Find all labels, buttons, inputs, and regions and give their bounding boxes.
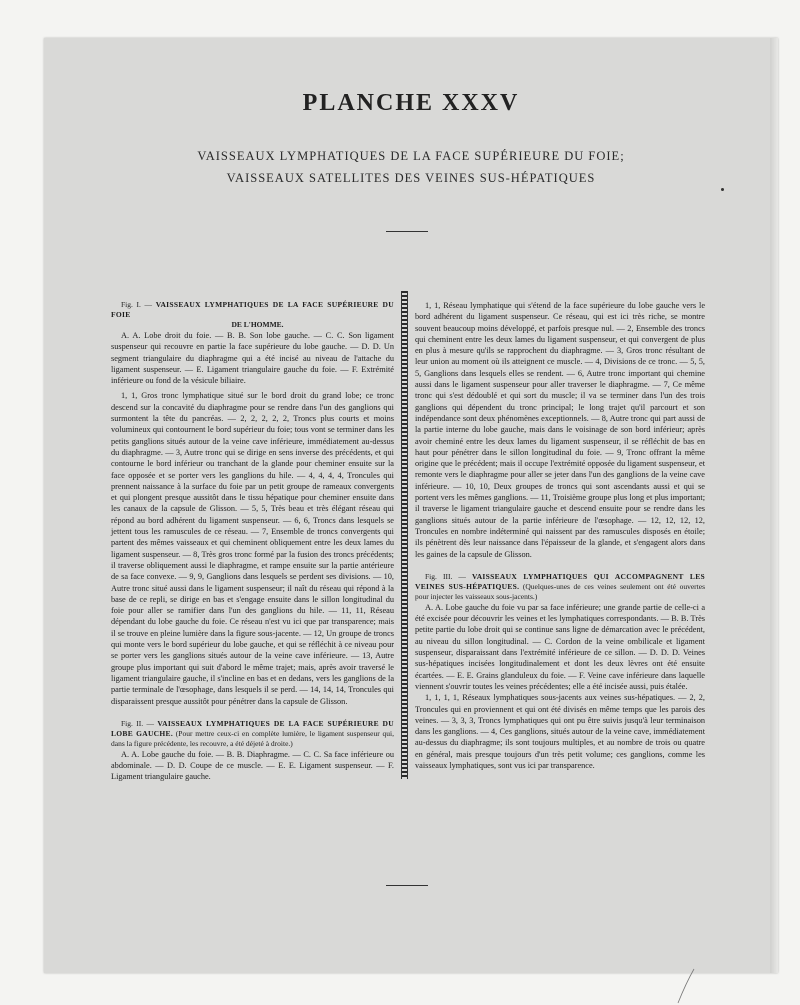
fig1-heading bbox=[111, 300, 394, 330]
fig3-legend-letters: A. A. Lobe gauche du foie vu par sa face inférieure; une grande partie de celle-ci a été excisée pour découvrir les veines et les lymphatiques correspondants. — B. B. Très petite partie du lobe droit qui se continue sans ligne de démarcation avec le précédent, au niveau du sillon longitudinal. — C. Cordon de la veine ombilicale et ligament suspenseur, disparaissant dans l'extrémité inférieure de ce sillon. — D. D. D. Veines sus-hépatiques incisées longitudinalement et dont les deux lèvres ont été ensuite écartées. — E. E. Grains glanduleux du foie. — F. Veine cave inférieure dans laquelle viennent s'ouvrir toutes les veines précédentes; elle a été incisée aussi, puis étalée. bbox=[415, 602, 705, 691]
plate-subtitle-1: VAISSEAUX LYMPHATIQUES DE LA FACE SUPÉRIEURE DU FOIE; bbox=[197, 149, 625, 163]
left-column bbox=[111, 300, 394, 783]
pencil-mark bbox=[672, 965, 702, 1005]
fig1-title-2: DE L'HOMME. bbox=[231, 320, 284, 329]
fig3-heading bbox=[415, 572, 705, 602]
fig3-label: Fig. III. — bbox=[425, 571, 472, 581]
bottom-rule bbox=[386, 885, 428, 886]
fig2-heading bbox=[111, 719, 394, 749]
top-rule bbox=[386, 231, 428, 232]
fig2-title: VAISSEAUX LYMPHATIQUES DE LA FACE SUPÉRIEURE DU LOBE GAUCHE. bbox=[111, 718, 394, 738]
plate-title: PLANCHE XXXV bbox=[302, 90, 520, 116]
fig3-note: (Quelques-unes de ces veines seulement ont été ouvertes pour injecter les vaisseaux sous-jacents.) bbox=[415, 581, 705, 601]
fig1-legend-letters: A. A. Lobe droit du foie. — B. B. Son lobe gauche. — C. C. Son ligament suspenseur qui recouvre en partie la face supérieure du lobe gauche. — D. D. Un segment triangulaire du diaphragme qui a été incisé au niveau de l'attache du ligament suspenseur. — E. Ligament triangulaire gauche du foie. — F. Extrémité inférieure ou fond de la vésicule biliaire. bbox=[111, 331, 394, 386]
fig1-label: Fig. I. — bbox=[121, 300, 156, 309]
right-column bbox=[415, 300, 705, 771]
ink-dot bbox=[721, 188, 724, 191]
fig2-label: Fig. II. — bbox=[121, 718, 158, 728]
plate-subtitle-2: VAISSEAUX SATELLITES DES VEINES SUS-HÉPATIQUES bbox=[226, 171, 596, 185]
fig2-note: (Pour mettre ceux-ci en complète lumière, le ligament suspenseur qui, dans la figure précédente, les recouvre, a été déjeté à droite.) bbox=[111, 728, 394, 748]
column-divider bbox=[401, 291, 408, 779]
fig3-title: VAISSEAUX LYMPHATIQUES QUI ACCOMPAGNENT LES VEINES SUS-HÉPATIQUES. bbox=[415, 571, 705, 591]
fig1-title: VAISSEAUX LYMPHATIQUES DE LA FACE SUPÉRIEURE DU FOIE bbox=[111, 300, 394, 319]
plate-sheet bbox=[44, 38, 778, 973]
fig1-legend-numbers: 1, 1, Gros tronc lymphatique situé sur le bord droit du grand lobe; ce tronc descend sur la concavité du diaphragme pour se rendre dans l'un des ganglions qui surmontent la tête du pancréas. — 2, 2, 2, 2, 2, Troncs plus courts et moins volumineux qui contournent le bord supérieur du foie; tous vont se terminer dans les petits ganglions situés autour de la veine cave inférieure, immédiatement au-dessus du diaphragme. — 3, Autre tronc qui se dirige en sens inverse des précédents, et qui contourne le bord inférieur ou tranchant de la glande pour cheminer ensuite sur la face opposée et se porter vers les ganglions du hile. — 4, 4, 4, 4, Troncules qui prennent naissance à la surface du foie par un petit groupe de rameaux convergents et qui plongent presque aussitôt dans le tissu hépatique pour cheminer ensuite dans les canaux de la capsule de Glisson. — 5, 5, Très beau et très élégant réseau qui répond au bord adhérent du ligament suspenseur. — 6, 6, Troncs dans lesquels se jettent tous les ramuscules de ce réseau. — 7, Ensemble de troncs convergents qui partent des mêmes vaisseaux et qui cheminent obliquement entre les deux lames du ligament suspenseur. — 8, Très gros tronc formé par la fusion des troncs précédents; il traverse obliquement aussi le diaphragme, et rampe ensuite sur la partie antérieure de sa face convexe. — 9, 9, Ganglions dans lesquels se perdent ses divisions. — 10, Autre tronc situé aussi dans le ligament suspenseur; il naît du réseau qui répond à la base de ce repli, se dirige en bas et s'engage ensuite dans le sillon longitudinal du foie pour aller se ramifier dans l'un des ganglions du hile. — 11, 11, Réseau dépendant du lobe gauche du foie. Ce réseau n'est vu ici que par transparence; mais il se trouve en pleine lumière dans la figure sous-jacente. — 12, Un groupe de troncs qui monte vers le bord supérieur du lobe gauche, et qui se réfléchit à ce niveau pour se porter vers les ganglions situés autour de la veine cave inférieure. — 13, Autre groupe plus important qui suit d'abord le même trajet; mais, après avoir traversé le ligament triangulaire gauche, il s'incline en bas et en dedans, vers les ganglions de la partie terminale de l'œsophage, dans lesquels il se perd. — 14, 14, 14, Troncules qui disparaissent presque aussitôt pour pénétrer dans la capsule de Glisson. bbox=[111, 391, 394, 706]
fig3-legend-numbers: 1, 1, 1, 1, Réseaux lymphatiques sous-jacents aux veines sus-hépatiques. — 2, 2, Troncules qui en proviennent et qui ont été divisés en même temps que les parois des veines. — 3, 3, 3, Troncs lymphatiques qui ont pu être suivis jusqu'à leur terminaison dans les ganglions. — 4, Ces ganglions, situés autour de la veine cave, immédiatement au-dessus du diaphragme; ils sont toujours multiples, et au nombre de trois ou quatre en général, mais presque toujours d'un très petit volume; ces ganglions, comme les vaisseaux lymphatiques, sont vus ici par transparence. bbox=[415, 693, 705, 770]
fig2-legend-letters: A. A. Lobe gauche du foie. — B. B. Diaphragme. — C. C. Sa face inférieure ou abdominale. — D. D. Coupe de ce muscle. — E. E. Ligament suspenseur. — F. Ligament triangulaire gauche. bbox=[111, 749, 394, 782]
fig2-legend-numbers: 1, 1, Réseau lymphatique qui s'étend de la face supérieure du lobe gauche vers le bord adhérent du ligament suspenseur. Ce réseau, qui est ici très riche, se montre souvent beaucoup moins développé, et parfois presque nul. — 2, Ensemble des troncs qui cheminent entre les deux lames du ligament suspenseur, et qui convergent de plus en plus à mesure qu'ils se rapprochent du diaphragme. — 3, Gros tronc résultant de leur union au moment où ils atteignent ce muscle. — 4, Divisions de ce tronc. — 5, 5, 5, Ganglions dans lesquels elles se rendent. — 6, Autre tronc important qui chemine aussi dans le ligament suspenseur pour aller traverser le diaphragme. — 7, Ce même tronc qui s'est dédoublé et qui sort du muscle; il va se terminer dans l'un des trois ganglions qui dépendent du tronc principal; le long trajet qu'il parcourt et son indépendance sont deux phénomènes exceptionnels. — 8, Autre tronc qui part aussi de la partie interne du lobe gauche, mais dans le voisinage de son bord inférieur; après avoir cheminé entre les deux lames du ligament suspenseur, il se réfléchit de bas en haut pour pénétrer dans le sillon longitudinal du foie. — 9, Tronc offrant la même origine que le précédent; mais il occupe l'extrémité opposée du ligament suspenseur, et remonte vers le diaphragme pour aller se jeter dans l'un des ganglions de la veine cave inférieure. — 10, 10, Deux groupes de troncs qui sont ascendants aussi et qui se portent vers les mêmes ganglions. — 11, Troisième groupe plus long et plus important; il traverse le ligament triangulaire gauche et descend ensuite pour se rendre dans les ganglions situés autour de la partie inférieure de l'œsophage. — 12, 12, 12, 12, Troncules en nombre indéterminé qui naissent par des ramuscules disposés en étoile; ils pénètrent dès leur naissance dans l'épaisseur de la glande, et s'engagent alors dans les gaines de la capsule de Glisson. bbox=[415, 301, 705, 559]
